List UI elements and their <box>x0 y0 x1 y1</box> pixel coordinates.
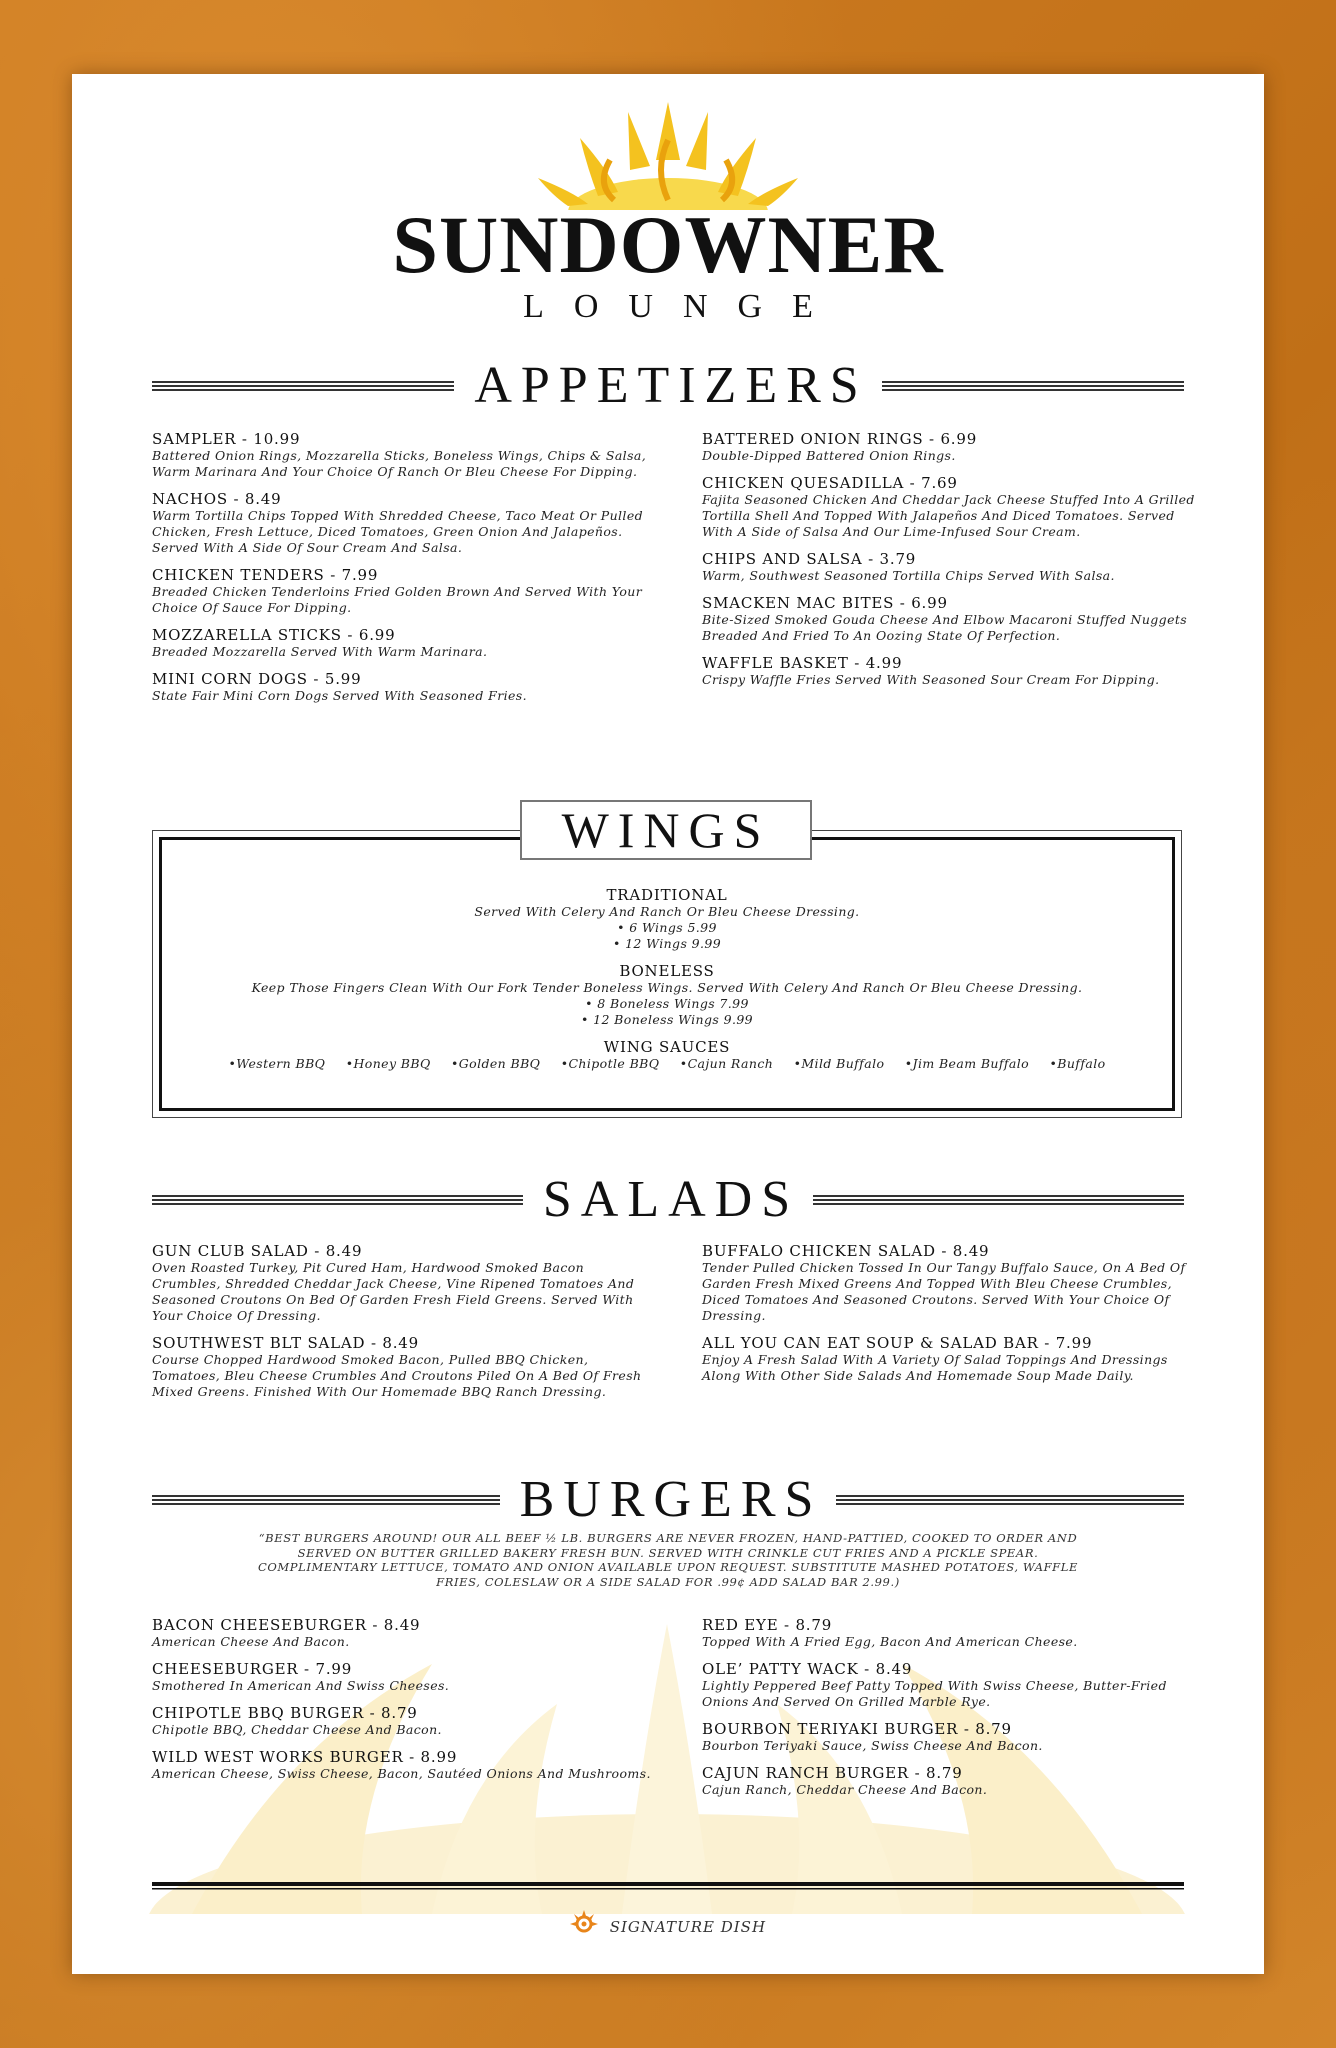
sauce-item: •Chipotle BBQ <box>560 1056 660 1071</box>
item-description: Course Chopped Hardwood Smoked Bacon, Pulled BBQ Chicken, Tomatoes, Bleu Cheese Crumbles And Croutons Piled On A Bed Of Fresh Mixed Greens. Finished With Our Homemade BBQ Ranch Dressing. <box>152 1352 642 1399</box>
item-name: MOZZARELLA STICKS - 6.99 <box>152 626 396 644</box>
item-name: NACHOS - 8.49 <box>152 490 282 508</box>
item-name: SOUTHWEST BLT SALAD - 8.49 <box>152 1334 419 1352</box>
wing-group-name: BONELESS <box>619 962 715 980</box>
brand-subtitle: LOUNGE <box>523 288 843 325</box>
wings-title: WINGS <box>520 800 812 860</box>
wing-option: • 8 Boneless Wings 7.99 <box>585 996 749 1011</box>
appetizers-header <box>152 357 1184 414</box>
burgers-note: “BEST BURGERS AROUND! OUR ALL BEEF ½ LB. BURGERS ARE NEVER FROZEN, HAND-PATTIED, COOKED TO ORDER AND SERVED ON BUTTER GRILLED BAKERY FRESH BUN. SERVED WITH CRINKLE CUT FRIES AND A PICKLE SPEAR. COMPLIMENTARY LETTUCE, TOMATO AND ONION AVAILABLE UPON REQUEST. SUBSTITUTE MASHED POTATOES, WAFFLE FRIES, COLESLAW OR A SIDE SALAD FOR .99¢ ADD SALAD BAR 2.99.) <box>257 1531 1078 1589</box>
item-name: GUN CLUB SALAD - 8.49 <box>152 1242 363 1260</box>
item-description: Breaded Mozzarella Served With Warm Marinara. <box>152 644 488 659</box>
item-name: BUFFALO CHICKEN SALAD - 8.49 <box>702 1242 990 1260</box>
item-description: Topped With A Fried Egg, Bacon And American Cheese. <box>702 1634 1078 1649</box>
menu-item <box>702 1764 1202 1798</box>
rule-right <box>882 380 1184 392</box>
menu-item <box>152 1748 652 1782</box>
item-description: Enjoy A Fresh Salad With A Variety Of Salad Toppings And Dressings Along With Other Side Salads And Homemade Soup Made Daily. <box>702 1352 1168 1383</box>
wings-sauces <box>162 1038 1172 1072</box>
item-name: ALL YOU CAN EAT SOUP & SALAD BAR - 7.99 <box>702 1334 1093 1352</box>
item-name: SMACKEN MAC BITES - 6.99 <box>702 594 948 612</box>
menu-item <box>702 1720 1202 1754</box>
appetizers-left-column <box>152 430 652 714</box>
signature-dish-label: SIGNATURE DISH <box>609 1918 767 1936</box>
menu-item <box>702 550 1202 584</box>
item-name: CHICKEN TENDERS - 7.99 <box>152 566 379 584</box>
signature-legend <box>72 1910 1264 1938</box>
item-name: SAMPLER - 10.99 <box>152 430 301 448</box>
item-name: WAFFLE BASKET - 4.99 <box>702 654 903 672</box>
bottom-rule <box>152 1882 1184 1890</box>
menu-item <box>152 430 652 480</box>
wing-sauces-title: WING SAUCES <box>603 1038 731 1056</box>
item-name: RED EYE - 8.79 <box>702 1616 833 1634</box>
item-description: Bourbon Teriyaki Sauce, Swiss Cheese And Bacon. <box>702 1738 1043 1753</box>
wing-option: • 6 Wings 5.99 <box>617 920 717 935</box>
item-description: Lightly Peppered Beef Patty Topped With Swiss Cheese, Butter-Fried Onions And Served On Grilled Marble Rye. <box>702 1678 1167 1709</box>
menu-item <box>152 490 652 556</box>
item-name: CAJUN RANCH BURGER - 8.79 <box>702 1764 963 1782</box>
menu-item <box>702 1660 1202 1710</box>
menu-item <box>702 1242 1202 1324</box>
sauce-item: •Golden BBQ <box>450 1056 541 1071</box>
sun-icon <box>570 1910 598 1938</box>
menu-item <box>702 430 1202 464</box>
wing-group-name: TRADITIONAL <box>606 886 728 904</box>
appetizers-title: APPETIZERS <box>474 357 868 414</box>
sauce-item: •Honey BBQ <box>345 1056 431 1071</box>
rule-left <box>152 1194 523 1206</box>
item-description: Double-Dipped Battered Onion Rings. <box>702 448 956 463</box>
item-description: Breaded Chicken Tenderloins Fried Golden Brown And Served With Your Choice Of Sauce For Dipping. <box>152 584 643 615</box>
burgers-left-column <box>152 1616 652 1792</box>
menu-item <box>152 670 652 704</box>
sun-logo-icon <box>518 100 818 210</box>
item-name: CHEESEBURGER - 7.99 <box>152 1660 353 1678</box>
menu-item <box>152 1334 652 1400</box>
item-description: Bite-Sized Smoked Gouda Cheese And Elbow Macaroni Stuffed Nuggets Breaded And Fried To An Oozing State Of Perfection. <box>702 612 1188 643</box>
item-description: American Cheese And Bacon. <box>152 1634 350 1649</box>
wings-traditional <box>162 886 1172 952</box>
item-description: Tender Pulled Chicken Tossed In Our Tangy Buffalo Sauce, On A Bed Of Garden Fresh Mixed Greens And Topped With Bleu Cheese Crumbles, Diced Tomatoes And Seasoned Croutons. Served With Your Choice Of Dressing. <box>702 1260 1186 1323</box>
item-name: BATTERED ONION RINGS - 6.99 <box>702 430 978 448</box>
item-description: Smothered In American And Swiss Cheeses. <box>152 1678 450 1693</box>
item-name: CHIPOTLE BBQ BURGER - 8.79 <box>152 1704 418 1722</box>
wings-boneless <box>162 962 1172 1028</box>
wings-inner-frame <box>159 837 1175 1111</box>
menu-item <box>152 1242 652 1324</box>
burgers-title: BURGERS <box>519 1471 823 1528</box>
brand-name: SUNDOWNER <box>392 199 944 290</box>
menu-item <box>152 626 652 660</box>
menu-item <box>152 566 652 616</box>
menu-item <box>152 1704 652 1738</box>
item-description: Warm, Southwest Seasoned Tortilla Chips Served With Salsa. <box>702 568 1115 583</box>
item-name: CHICKEN QUESADILLA - 7.69 <box>702 474 958 492</box>
item-name: CHIPS AND SALSA - 3.79 <box>702 550 917 568</box>
rule-left <box>152 1494 500 1506</box>
sauce-item: •Jim Beam Buffalo <box>904 1056 1030 1071</box>
item-description: Battered Onion Rings, Mozzarella Sticks, Boneless Wings, Chips & Salsa, Warm Marinara And Your Choice Of Ranch Or Bleu Cheese For Dipping. <box>152 448 647 479</box>
wing-option: • 12 Boneless Wings 9.99 <box>580 1012 754 1027</box>
wings-box <box>152 830 1182 1118</box>
logo <box>72 100 1264 326</box>
salads-right-column <box>702 1242 1202 1394</box>
item-description: Cajun Ranch, Cheddar Cheese And Bacon. <box>702 1782 988 1797</box>
menu-item <box>152 1660 652 1694</box>
item-name: BOURBON TERIYAKI BURGER - 8.79 <box>702 1720 1012 1738</box>
appetizers-right-column <box>702 430 1202 698</box>
sauce-list <box>162 1056 1172 1072</box>
sauce-item: •Mild Buffalo <box>793 1056 885 1071</box>
item-description: Oven Roasted Turkey, Pit Cured Ham, Hardwood Smoked Bacon Crumbles, Shredded Cheddar Jack Cheese, Vine Ripened Tomatoes And Seasoned Croutons On Bed Of Garden Fresh Field Greens. Served With Your Choice Of Dressing. <box>152 1260 635 1323</box>
wing-group-description: Served With Celery And Ranch Or Bleu Cheese Dressing. <box>474 904 860 919</box>
item-description: Warm Tortilla Chips Topped With Shredded Cheese, Taco Meat Or Pulled Chicken, Fresh Lettuce, Diced Tomatoes, Green Onion And Jalapeños. Served With A Side Of Sour Cream And Salsa. <box>152 508 644 555</box>
wings-content <box>162 886 1172 1082</box>
item-name: BACON CHEESEBURGER - 8.49 <box>152 1616 421 1634</box>
item-name: WILD WEST WORKS BURGER - 8.99 <box>152 1748 458 1766</box>
item-description: American Cheese, Swiss Cheese, Bacon, Sautéed Onions And Mushrooms. <box>152 1766 651 1781</box>
item-description: Chipotle BBQ, Cheddar Cheese And Bacon. <box>152 1722 442 1737</box>
salads-header <box>152 1171 1184 1228</box>
sauce-item: •Cajun Ranch <box>679 1056 774 1071</box>
salads-title: SALADS <box>542 1171 800 1228</box>
sauce-item: •Western BBQ <box>228 1056 326 1071</box>
sauce-item: •Buffalo <box>1049 1056 1106 1071</box>
item-description: Crispy Waffle Fries Served With Seasoned Sour Cream For Dipping. <box>702 672 1160 687</box>
menu-item <box>702 1616 1202 1650</box>
menu-item <box>702 1334 1202 1384</box>
menu-page <box>72 74 1264 1974</box>
item-name: OLE’ PATTY WACK - 8.49 <box>702 1660 913 1678</box>
rule-left <box>152 380 454 392</box>
rule-right <box>836 1494 1184 1506</box>
item-description: State Fair Mini Corn Dogs Served With Seasoned Fries. <box>152 688 527 703</box>
rule-right <box>813 1194 1184 1206</box>
wing-group-description: Keep Those Fingers Clean With Our Fork Tender Boneless Wings. Served With Celery And Ranch Or Bleu Cheese Dressing. <box>251 980 1083 995</box>
menu-item <box>702 594 1202 644</box>
item-description: Fajita Seasoned Chicken And Cheddar Jack Cheese Stuffed Into A Grilled Tortilla Shell And Topped With Jalapeños And Diced Tomatoes. Served With A Side of Salsa And Our Lime-Infused Sour Cream. <box>702 492 1195 539</box>
wing-option: • 12 Wings 9.99 <box>612 936 722 951</box>
menu-item <box>702 654 1202 688</box>
burgers-right-column <box>702 1616 1202 1808</box>
menu-item <box>702 474 1202 540</box>
item-name: MINI CORN DOGS - 5.99 <box>152 670 362 688</box>
salads-left-column <box>152 1242 652 1410</box>
burgers-header <box>152 1471 1184 1528</box>
menu-item <box>152 1616 652 1650</box>
